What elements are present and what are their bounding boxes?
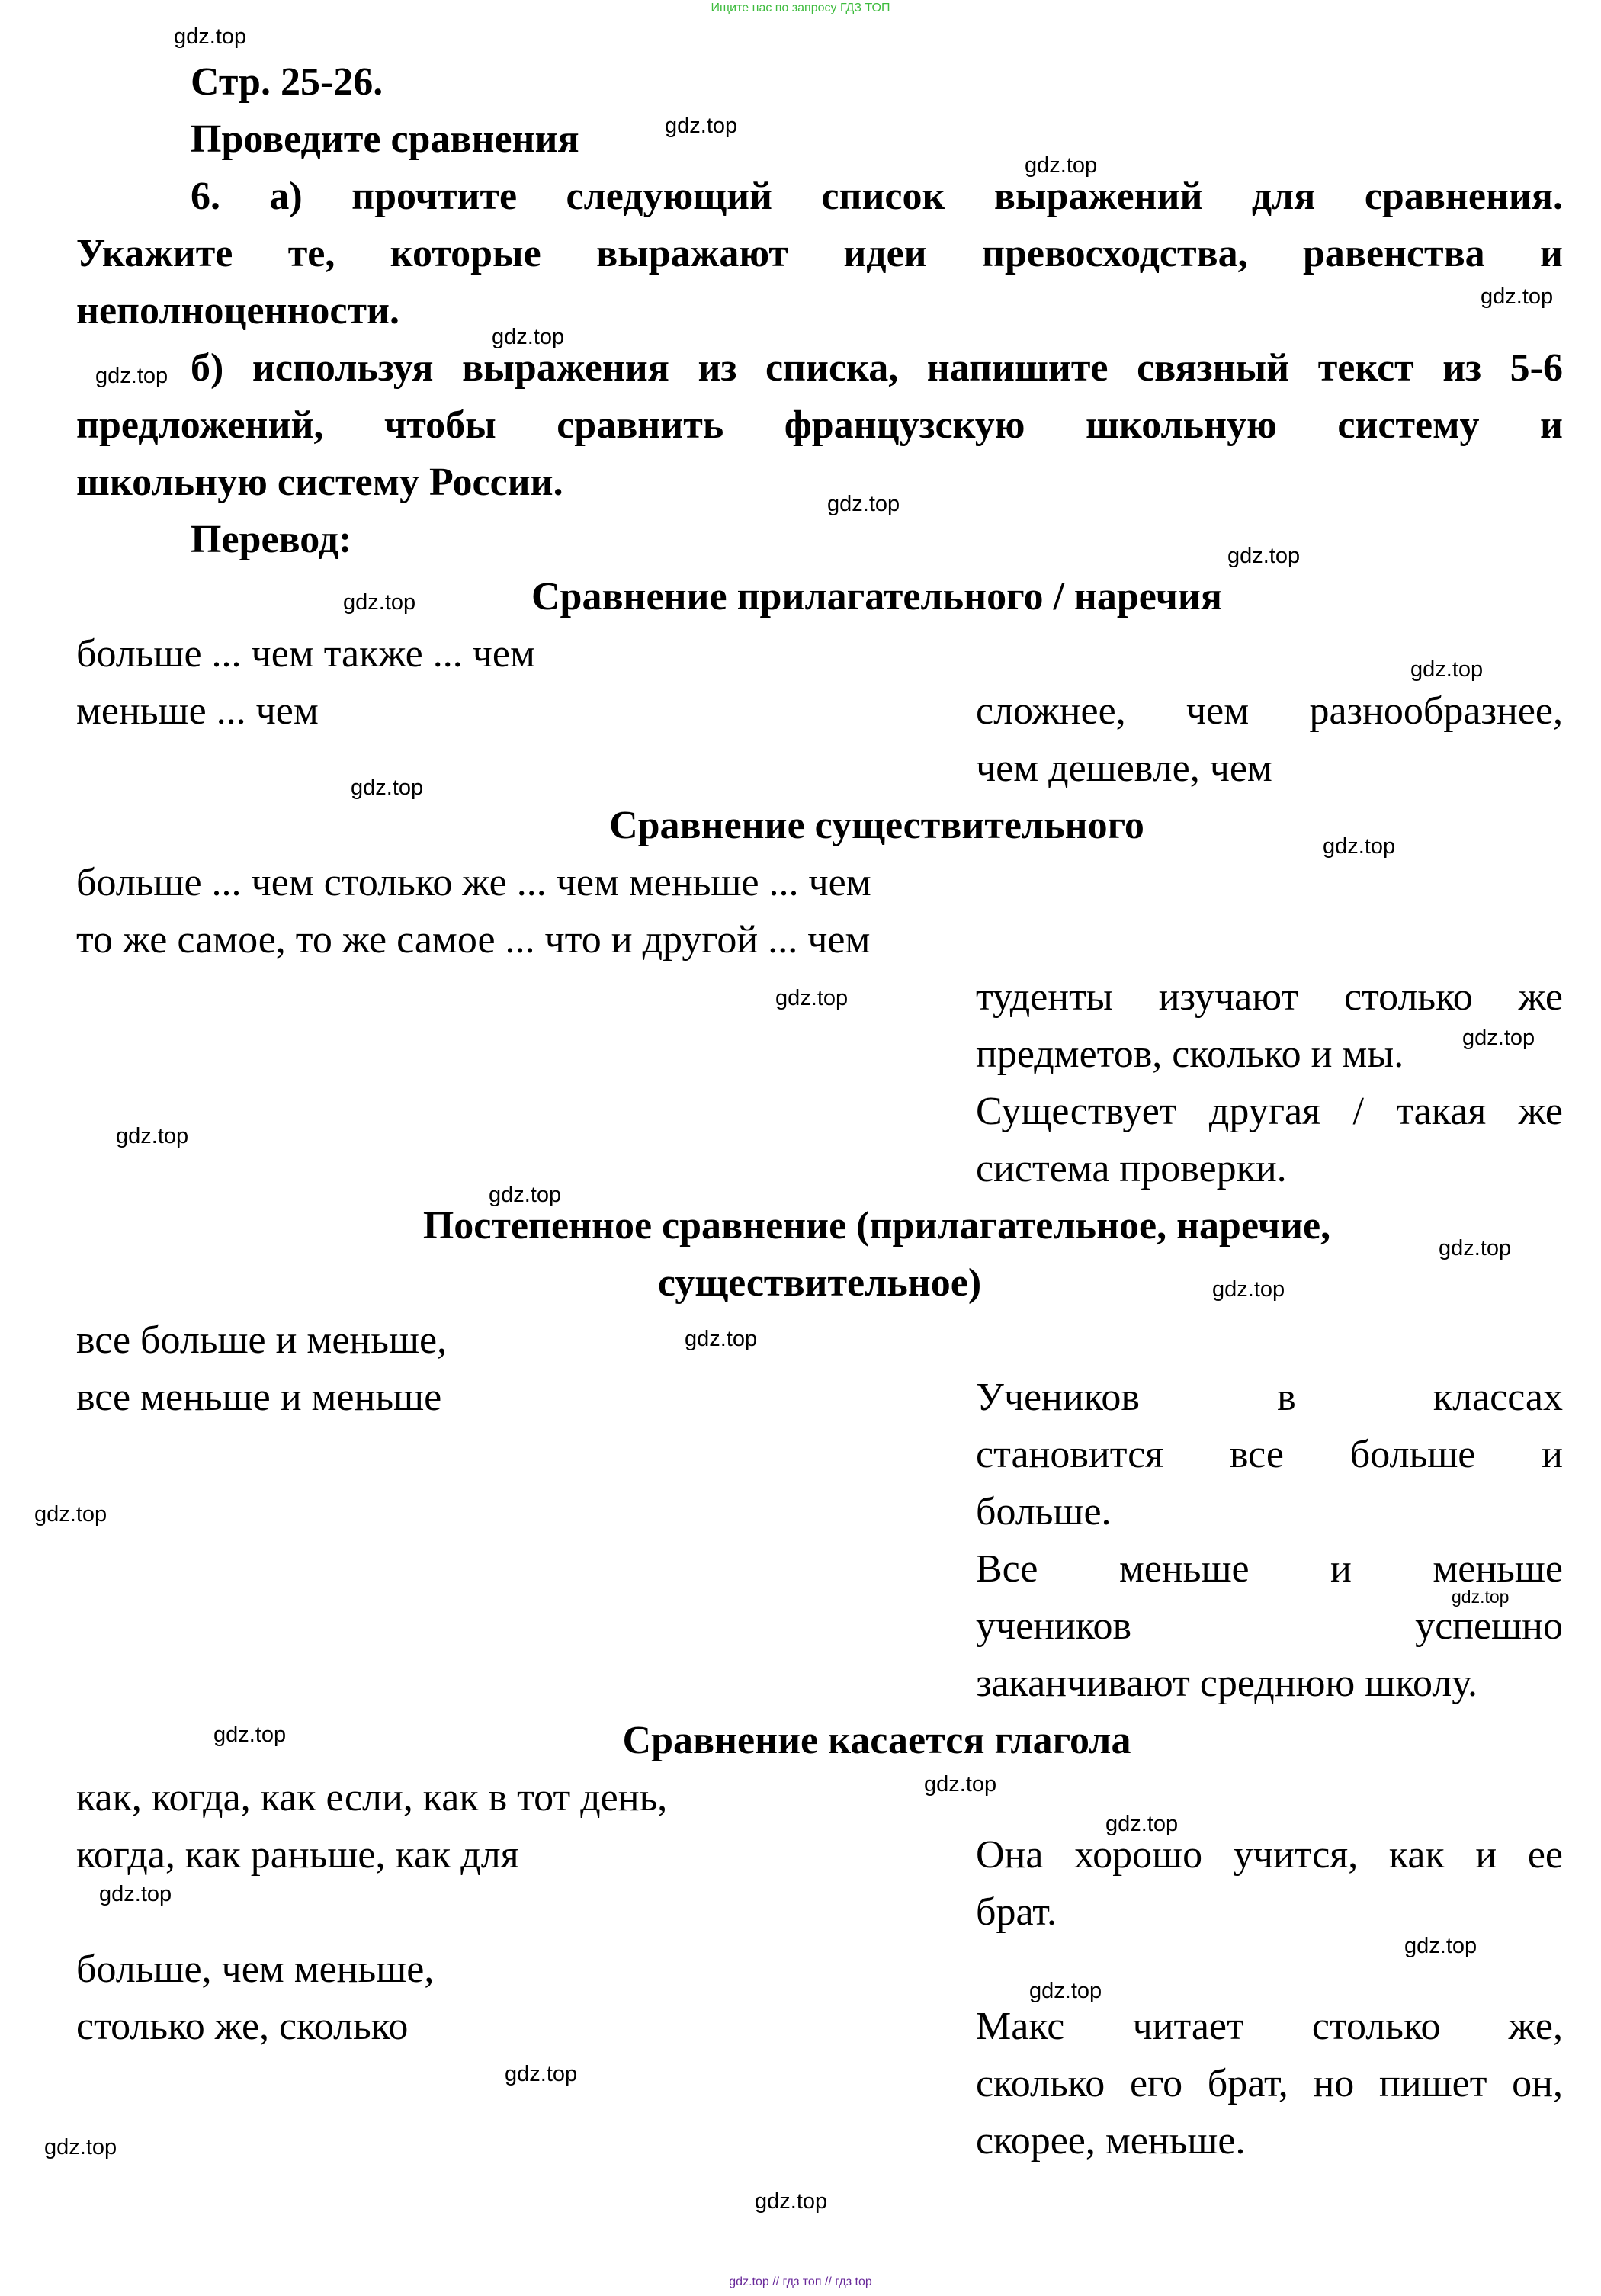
watermark: gdz.top <box>1439 1236 1512 1260</box>
section-2-left-line-2: то же самое, то же самое ... что и другой ... чем <box>76 918 871 962</box>
translation-label: Перевод: <box>191 518 352 561</box>
section-3-left-line-2: все меньше и меньше <box>76 1376 442 1419</box>
watermark: gdz.top <box>1105 1812 1179 1836</box>
section-2-left-line-1: больше ... чем столько же ... чем меньше ... чем <box>76 861 871 904</box>
task-a-line-2: Укажите те, которые выражают идеи превосходства, равенства и <box>76 232 1563 275</box>
watermark: gdz.top <box>505 2062 578 2086</box>
task-b-line-2: предложений, чтобы сравнить французскую школьную систему и <box>76 403 1563 447</box>
section-4-right-line-1: Она хорошо учится, как и ее <box>976 1833 1563 1877</box>
watermark: gdz.top <box>492 325 565 349</box>
watermark: gdz.top <box>1212 1277 1285 1302</box>
section-3-right-line-6: заканчивают среднюю школу. <box>976 1662 1477 1705</box>
section-1-right-line-2: чем дешевле, чем <box>976 747 1272 790</box>
section-4-right-line-3: Макс читает столько же, <box>976 2005 1563 2048</box>
watermark: gdz.top <box>1410 657 1484 682</box>
watermark: gdz.top <box>685 1327 758 1351</box>
watermark: gdz.top <box>1404 1934 1477 1958</box>
watermark: gdz.top <box>34 1502 107 1527</box>
section-title-gradual-line-2: существительное) <box>657 1261 982 1305</box>
section-2-right-line-3: Существует другая / такая же <box>976 1090 1563 1133</box>
watermark: gdz.top <box>351 776 424 800</box>
section-3-right-line-3: больше. <box>976 1490 1112 1533</box>
section-4-right-line-2: брат. <box>976 1890 1057 1934</box>
watermark: gdz.top <box>775 986 849 1010</box>
watermark: gdz.top <box>665 114 738 138</box>
section-3-right-line-2: становится все больше и <box>976 1433 1563 1476</box>
section-4-right-line-5: скорее, меньше. <box>976 2119 1246 2163</box>
task-b-line-1: б) используя выражения из списка, напишите связный текст из 5-6 <box>191 346 1563 390</box>
section-4-right-line-4: сколько его брат, но пишет он, <box>976 2062 1563 2105</box>
section-4-left-line-1: как, когда, как если, как в тот день, <box>76 1776 668 1819</box>
watermark: gdz.top <box>99 1882 172 1906</box>
page-reference: Стр. 25-26. <box>191 60 383 104</box>
section-title-gradual-line-1: Постепенное сравнение (прилагательное, наречие, <box>422 1204 1331 1248</box>
watermark: gdz.top <box>755 2189 828 2214</box>
section-title-noun: Сравнение существительного <box>609 804 1144 847</box>
section-heading: Проведите сравнения <box>191 117 579 161</box>
watermark: gdz.top <box>213 1723 287 1747</box>
watermark: gdz.top <box>1025 153 1098 178</box>
section-3-right-line-4: Все меньше и меньше <box>976 1547 1563 1591</box>
watermark: gdz.top <box>489 1183 562 1207</box>
section-2-right-line-1: туденты изучают столько же <box>976 975 1563 1019</box>
section-4-left-line-4: столько же, сколько <box>76 2005 409 2048</box>
watermark: gdz.top <box>1452 1587 1510 1607</box>
section-title-adjective-adverb: Сравнение прилагательного / наречия <box>531 575 1222 618</box>
watermark: gdz.top <box>1481 284 1554 309</box>
watermark: gdz.top <box>116 1124 189 1148</box>
task-a-line-3: неполноценности. <box>76 289 399 332</box>
watermark: gdz.top <box>924 1772 997 1797</box>
section-1-left-line-2: меньше ... чем <box>76 689 319 733</box>
section-1-right-line-1: сложнее, чем разнообразнее, <box>976 689 1563 733</box>
task-a-line-1: 6. а) прочтите следующий список выражений для сравнения. <box>191 175 1563 218</box>
watermark: gdz.top <box>174 24 247 49</box>
watermark: gdz.top <box>1029 1979 1102 2003</box>
watermark: gdz.top <box>827 492 900 516</box>
watermark: gdz.top <box>95 364 168 388</box>
section-2-right-line-4: система проверки. <box>976 1147 1287 1190</box>
section-3-right-line-1: Учеников в классах <box>976 1376 1563 1419</box>
top-promo-note[interactable]: Ищите нас по запросу ГДЗ ТОП <box>711 2 890 14</box>
section-2-right-line-2: предметов, сколько и мы. <box>976 1032 1404 1076</box>
watermark: gdz.top <box>44 2135 117 2160</box>
task-b-line-3: школьную систему России. <box>76 461 563 504</box>
section-4-left-line-3: больше, чем меньше, <box>76 1948 435 1991</box>
section-3-left-line-1: все больше и меньше, <box>76 1318 448 1362</box>
watermark: gdz.top <box>1227 544 1301 568</box>
section-3-right-line-5: учеников успешно <box>976 1604 1563 1648</box>
section-1-left-line-1: больше ... чем также ... чем <box>76 632 535 676</box>
section-4-left-line-2: когда, как раньше, как для <box>76 1833 519 1877</box>
watermark: gdz.top <box>1462 1026 1535 1050</box>
watermark: gdz.top <box>1323 834 1396 859</box>
section-title-verb: Сравнение касается глагола <box>622 1719 1131 1762</box>
watermark: gdz.top <box>343 590 416 615</box>
footer-note[interactable]: gdz.top // гдз топ // гдз top <box>729 2275 872 2288</box>
